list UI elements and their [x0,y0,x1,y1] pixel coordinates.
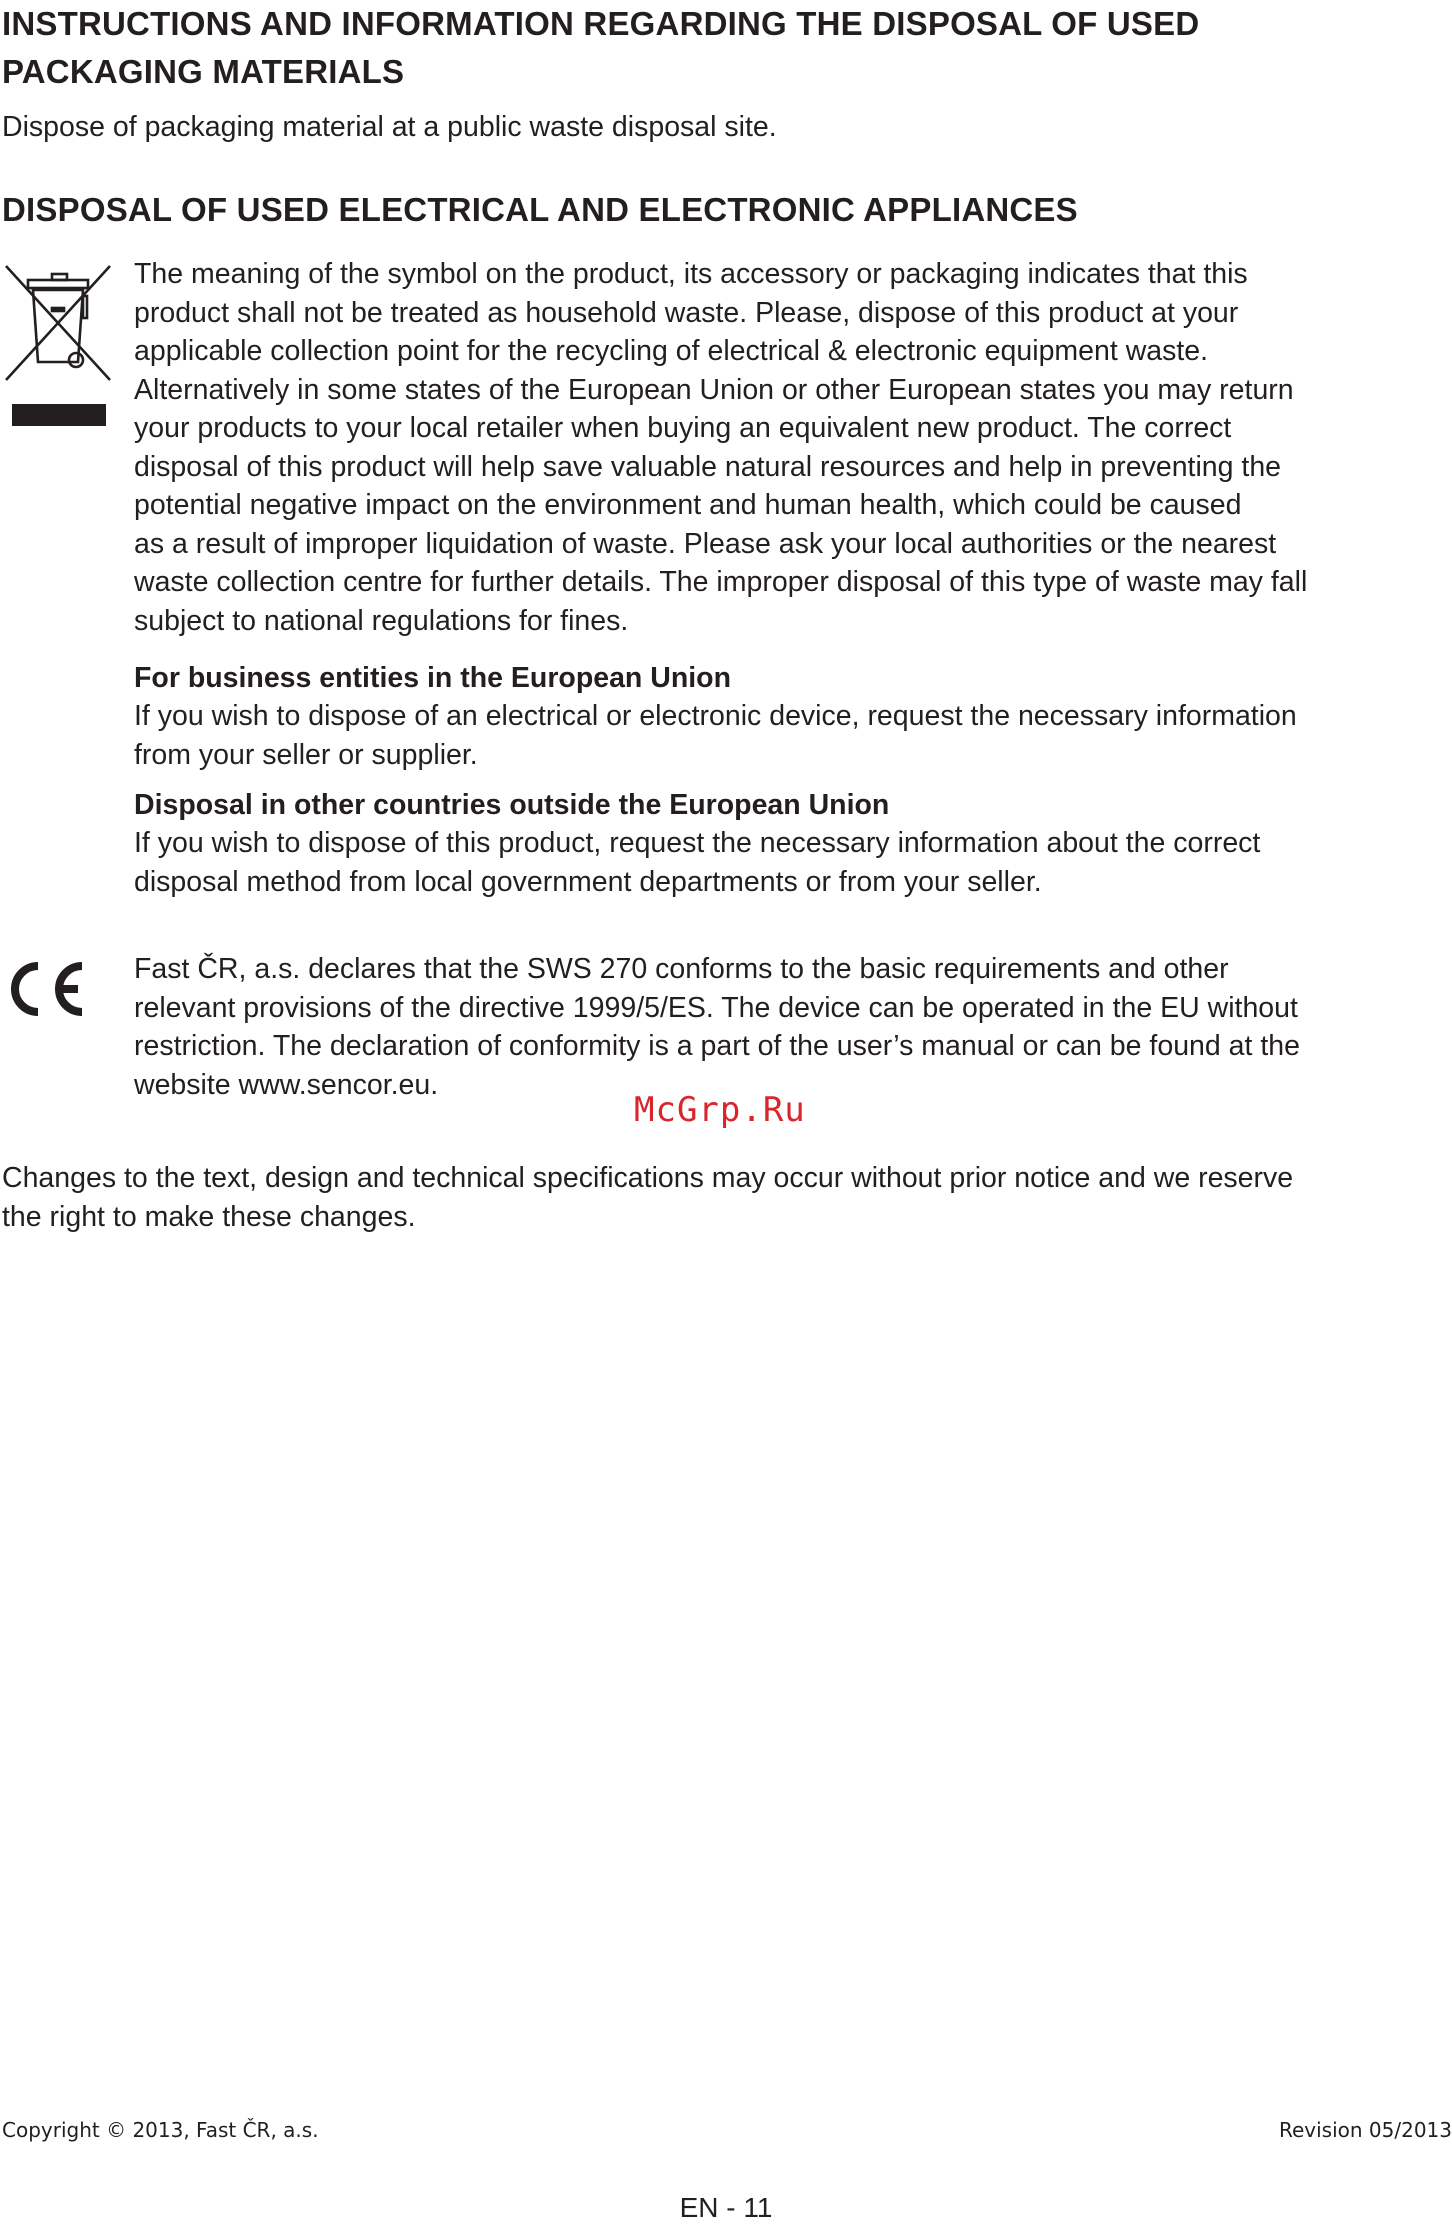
revision-text: Revision 05/2013 [1278,2118,1452,2142]
watermark: McGrp.Ru [634,1090,806,1130]
packaging-heading-line-1: INSTRUCTIONS AND INFORMATION REGARDING THE DISPOSAL OF USED [2,5,1200,42]
packaging-heading-line-2: PACKAGING MATERIALS [2,53,405,90]
ce-declaration [134,950,1452,1104]
weee-line-7: potential negative impact on the environment and human health, which could be caused [134,489,1242,521]
ce-line-2: relevant provisions of the directive 1999/5/ES. The device can be operated in the EU without [134,991,1298,1024]
ce-line-1: Fast ČR, a.s. declares that the SWS 270 conforms to the basic requirements and other [134,953,1229,985]
packaging-heading [2,0,1402,96]
ce-line-3: restriction. The declaration of conformity is a part of the user’s manual or can be found at the [134,1030,1300,1062]
weee-line-8: as a result of improper liquidation of waste. Please ask your local authorities or the nearest [134,527,1277,560]
weee-line-5: your products to your local retailer when buying an equivalent new product. The correct [134,412,1232,444]
weee-line-6: disposal of this product will help save valuable natural resources and help in preventing the [134,450,1282,483]
business-line-2: from your seller or supplier. [134,738,478,771]
ce-mark-icon [2,958,86,1020]
weee-line-2: product shall not be treated as household waste. Please, dispose of this product at your [134,296,1239,329]
other-countries-paragraph [134,824,1452,901]
ce-line-4: website www.sencor.eu. [134,1068,439,1101]
weee-paragraph [134,255,1452,640]
other-countries-subheading: Disposal in other countries outside the European Union [134,789,890,821]
other-countries-line-2: disposal method from local government departments or from your seller. [134,865,1042,898]
changes-line-1: Changes to the text, design and technical specifications may occur without prior notice and we reserve [2,1162,1294,1194]
copyright-text: Copyright © 2013, Fast ČR, a.s. [2,2118,319,2142]
page-number: EN - 11 [679,2192,773,2223]
weee-heading: DISPOSAL OF USED ELECTRICAL AND ELECTRONIC APPLIANCES [2,191,1078,228]
other-countries-line-1: If you wish to dispose of this product, request the necessary information about the correct [134,827,1261,859]
business-paragraph [134,697,1452,774]
weee-line-1: The meaning of the symbol on the product, its accessory or packaging indicates that this [134,258,1248,290]
weee-line-10: subject to national regulations for fines. [134,604,629,637]
crossed-out-wheeled-bin-icon [2,262,114,434]
packaging-text: Dispose of packaging material at a public waste disposal site. [2,111,777,143]
weee-line-9: waste collection centre for further details. The improper disposal of this type of waste may fall [134,566,1308,598]
changes-notice [2,1159,1452,1236]
weee-line-3: applicable collection point for the recycling of electrical & electronic equipment waste. [134,335,1209,367]
business-subheading: For business entities in the European Union [134,662,731,694]
weee-line-4: Alternatively in some states of the European Union or other European states you may return [134,373,1294,406]
business-line-1: If you wish to dispose of an electrical or electronic device, request the necessary information [134,700,1297,732]
changes-line-2: the right to make these changes. [2,1200,416,1233]
